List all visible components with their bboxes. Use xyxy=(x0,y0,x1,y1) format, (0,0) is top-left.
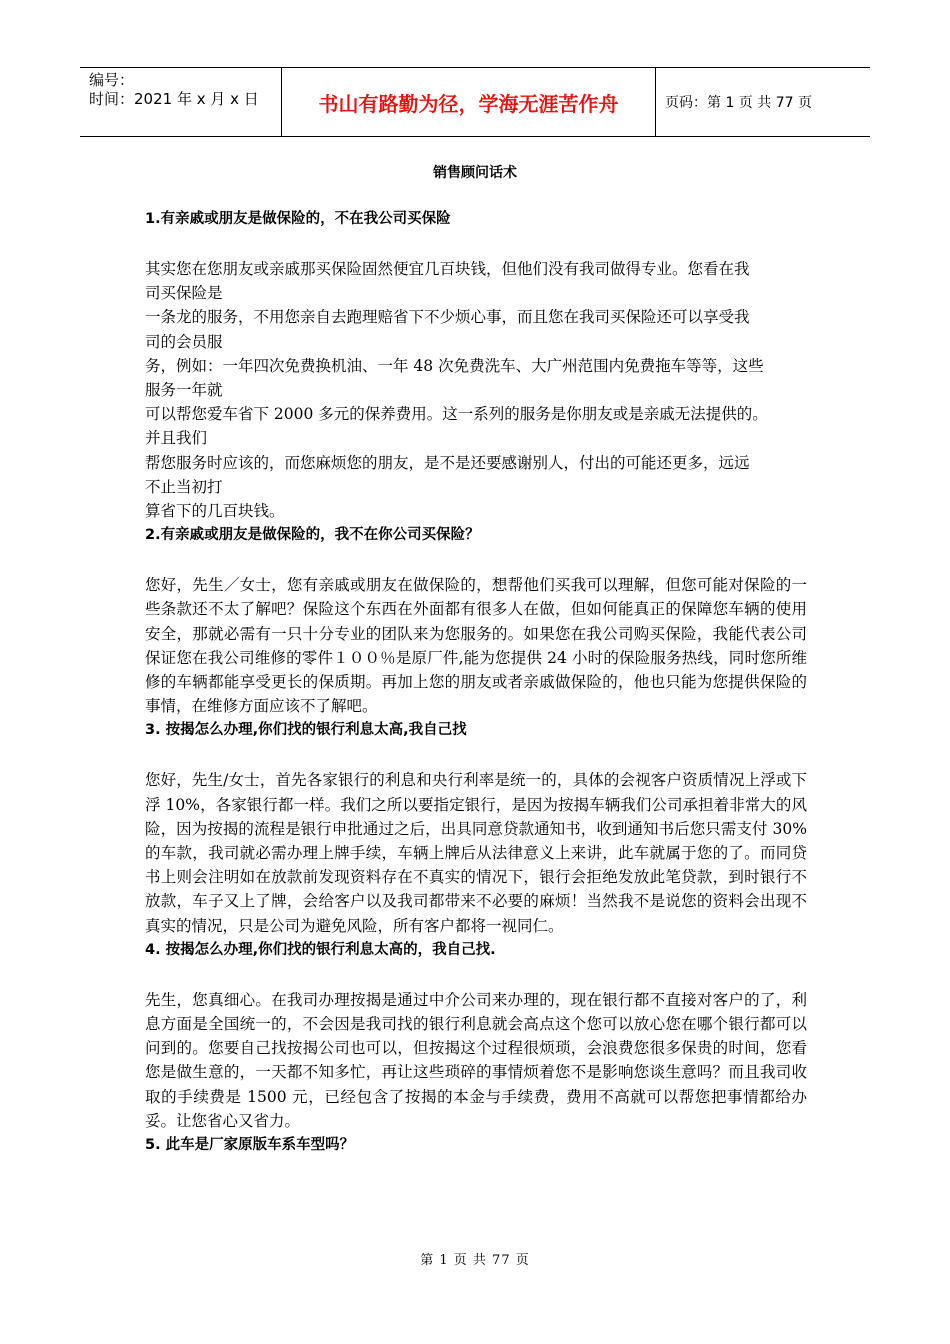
document-number-label: 编号： xyxy=(89,71,135,89)
question-1: 1.有亲戚或朋友是做保险的，不在我公司买保险 xyxy=(145,211,451,227)
answer-1-line: 司的会员服 xyxy=(145,332,223,351)
answer-1 xyxy=(145,257,807,523)
answer-1-line: 其实您在您朋友或亲戚那买保险固然便宜几百块钱，但他们没有我司做得专业。您看在我 xyxy=(145,260,750,278)
document-time-label: 时间：2021 年 x 月 x 日 xyxy=(89,90,259,108)
answer-2: 您好，先生／女士，您有亲戚或朋友在做保险的，想帮他们买我可以理解，但您可能对保险的一些条款还不太了解吧？保险这个东西在外面都有很多人在做，但如何能真正的保障您车辆的使用安全，那就必需有一只十分专业的团队来为您服务的。如果您在我公司购买保险，我能代表公司保证您在我公司维修的零件１００％是原厂件,能为您提供 24 小时的保险服务热线，同时您所维修的车辆都能享受更长的保质期。再加上您的朋友或者亲戚做保险的，他也只能为您提供保险的事情，在维修方面应该不了解吧。 xyxy=(145,576,807,716)
question-2: 2.有亲戚或朋友是做保险的，我不在你公司买保险？ xyxy=(145,527,480,544)
answer-1-line: 算省下的几百块钱。 xyxy=(145,502,285,521)
answer-1-line: 服务一年就 xyxy=(145,381,223,400)
document-body xyxy=(145,207,807,1158)
page-header xyxy=(80,67,870,137)
answer-1-line: 司买保险是 xyxy=(145,284,223,303)
answer-4: 先生，您真细心。在我司办理按揭是通过中介公司来办理的，现在银行都不直接对客户的了，利息方面是全国统一的，不会因是我司找的银行利息就会高点这个您可以放心您在哪个银行都可以问到的。您要自己找按揭公司也可以，但按揭这个过程很烦琐，会浪费您很多保贵的时间，您看您是做生意的，一天都不知多忙，再让这些琐碎的事情烦着您不是影响您谈生意吗？而且我司收取的手续费是 1500 元，已经包含了按揭的本金与手续费，费用不高就可以帮您把事情都给办妥。让您省心又省力。 xyxy=(145,990,807,1130)
page-footer: 第 1 页 共 77 页 xyxy=(420,1253,530,1268)
answer-1-line: 帮您服务时应该的，而您麻烦您的朋友，是不是还要感谢别人，付出的可能还更多，远远 xyxy=(145,453,750,472)
document-title: 销售顾问话术 xyxy=(433,165,517,181)
answer-1-line: 一条龙的服务，不用您亲自去跑理赔省下不少烦心事，而且您在我司买保险还可以享受我 xyxy=(145,308,750,327)
answer-1-line: 不止当初打 xyxy=(145,477,223,496)
question-4: 4. 按揭怎么办理,你们找的银行利息太高的，我自己找. xyxy=(145,941,496,958)
answer-1-line: 可以帮您爱车省下 2000 多元的保养费用。这一系列的服务是你朋友或是亲戚无法提供的。 xyxy=(145,405,768,424)
answer-1-line: 并且我们 xyxy=(145,429,208,448)
header-meta xyxy=(80,68,282,136)
header-motto: 书山有路勤为径，学海无涯苦作舟 xyxy=(282,68,656,136)
answer-3: 您好，先生/女士，首先各家银行的利息和央行利率是统一的，具体的会视客户资质情况上浮或下浮 10%，各家银行都一样。我们之所以要指定银行，是因为按揭车辆我们公司承担着非常大的风险，因为按揭的流程是银行申批通过之后，出具同意贷款通知书，收到通知书后您只需支付 30%的车款，我司就必需办理上牌手续，车辆上牌后从法律意义上来讲，此车就属于您的了。而同贷书上则会注明如在放款前发现资料存在不真实的情况下，银行会拒绝发放此笔贷款，到时银行不放款，车子又上了牌，会给客户以及我司都带来不必要的麻烦！当然我不是说您的资料会出现不真实的情况，只是公司为避免风险，所有客户都将一视同仁。 xyxy=(145,771,807,935)
question-5: 5. 此车是厂家原版车系车型吗？ xyxy=(145,1137,355,1154)
answer-1-line: 务，例如：一年四次免费换机油、一年 48 次免费洗车、大广州范围内免费拖车等等，这些 xyxy=(145,356,764,375)
question-3: 3. 按揭怎么办理,你们找的银行利息太高,我自己找 xyxy=(145,722,467,739)
header-page-number: 页码：第 1 页 共 77 页 xyxy=(665,95,812,111)
